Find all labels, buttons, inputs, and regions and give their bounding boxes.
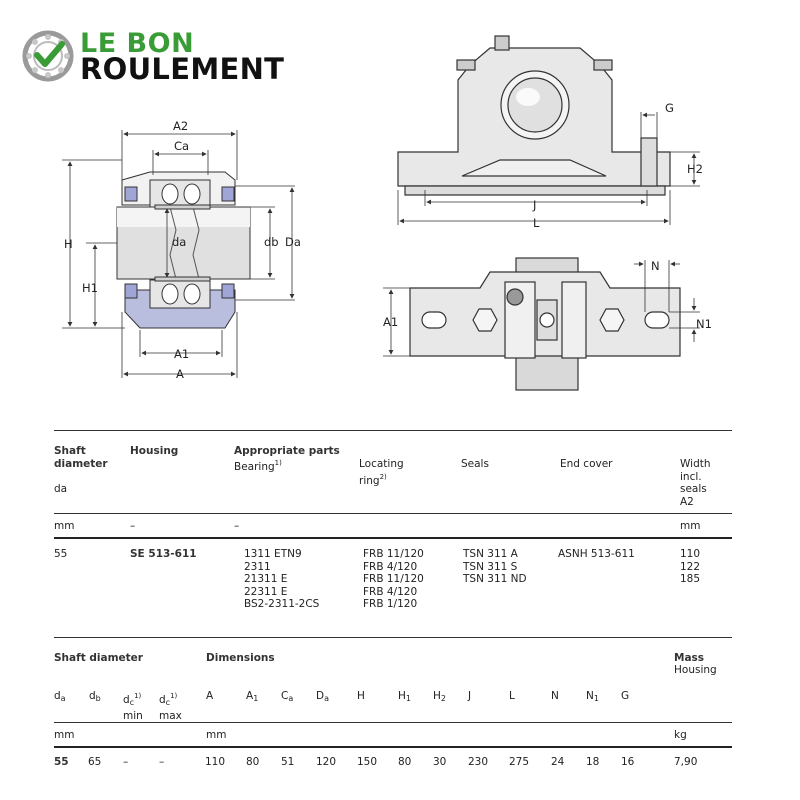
t2-val-N1: 18 <box>586 756 600 768</box>
t1-row-rings: FRB 11/120 FRB 4/120 FRB 11/120 FRB 4/120 FRB 1/120 <box>363 548 424 610</box>
table1-units-rule <box>54 537 732 539</box>
t2-col-G: G <box>621 690 630 702</box>
t1-header-seals: Seals <box>461 458 489 470</box>
t2-val-dc-max: – <box>159 756 165 768</box>
t2-val-N: 24 <box>551 756 565 768</box>
t2-val-A1: 80 <box>246 756 260 768</box>
t2-col-N1: $N_1$ <box>586 690 599 703</box>
t2-col-H2: $H_2$ <box>433 690 446 703</box>
t2-col-L: L <box>509 690 515 702</box>
label-Ca: Ca <box>174 139 190 153</box>
t2-col-H1: $H_1$ <box>398 690 411 703</box>
label-Da: Da <box>285 235 301 249</box>
t2-col-H: H <box>357 690 365 702</box>
t2-val-L: 275 <box>509 756 530 768</box>
table2-units-rule <box>54 746 732 748</box>
t2-col-N: N <box>551 690 559 702</box>
t2-val-da: 55 <box>54 756 69 768</box>
t1-row-bearings: 1311 ETN9 2311 21311 E 22311 E BS2-2311-2CS <box>244 548 320 610</box>
t2-group-dims: Dimensions <box>206 652 275 664</box>
t1-header-shaft: Shaft diameter <box>54 445 108 470</box>
t1-header-ring: Locating ring$^{2)}$ <box>359 458 404 487</box>
label-A1: A1 <box>174 347 190 361</box>
t1-unit-housing: – <box>130 520 136 532</box>
t2-col-A: A <box>206 690 214 702</box>
t2-col-dc-min: $d_c^{1)}$ min <box>123 692 143 722</box>
t2-unit-shaft: mm <box>54 729 75 741</box>
front-view <box>398 36 670 195</box>
t2-val-G: 16 <box>621 756 635 768</box>
brand-line1: LE BON <box>80 28 195 59</box>
label-H: H <box>64 237 73 251</box>
t1-row-endcover: ASNH 513-611 <box>558 548 635 560</box>
t2-col-A1: $A_1$ <box>246 690 259 703</box>
t1-header-parts: Appropriate parts <box>234 445 340 457</box>
t2-val-Da: 120 <box>316 756 337 768</box>
label-A1-plan: A1 <box>383 315 399 329</box>
label-A2: A2 <box>173 119 189 133</box>
t2-group-mass-sub: Housing <box>674 664 717 676</box>
label-da: da <box>172 235 187 249</box>
t2-val-Ca: 51 <box>281 756 295 768</box>
t2-group-mass: Mass <box>674 652 705 664</box>
t2-val-mass: 7,90 <box>674 756 698 768</box>
label-N1: N1 <box>696 317 712 331</box>
t1-header-bearing: Bearing$^{1)}$ <box>234 459 282 473</box>
section-view <box>117 172 250 328</box>
t2-col-Da: $D_a$ <box>316 690 329 703</box>
t1-unit-width: mm <box>680 520 701 532</box>
table2-top-rule <box>54 637 732 638</box>
t2-val-J: 230 <box>468 756 489 768</box>
label-J: J <box>533 198 537 212</box>
t2-val-H1: 80 <box>398 756 412 768</box>
brand-line2: ROULEMENT <box>80 52 285 86</box>
t1-unit-parts: – <box>234 520 240 532</box>
t1-header-endcover: End cover <box>560 458 613 470</box>
table1-header-rule <box>54 513 732 514</box>
t2-unit-dims: mm <box>206 729 227 741</box>
t2-col-Ca: $C_a$ <box>281 690 294 703</box>
t2-col-dc-max: $d_c^{1)}$ max <box>159 692 182 722</box>
t1-row-housing: SE 513-611 <box>130 548 197 560</box>
label-G: G <box>665 101 674 115</box>
label-H2: H2 <box>687 162 703 176</box>
t2-val-H2: 30 <box>433 756 447 768</box>
t2-val-A: 110 <box>205 756 226 768</box>
t1-unit-shaft: mm <box>54 520 75 532</box>
t2-val-dc-min: – <box>123 756 129 768</box>
t2-unit-mass: kg <box>674 729 687 741</box>
label-H1: H1 <box>82 281 98 295</box>
label-db: db <box>264 235 279 249</box>
t1-row-shaft: 55 <box>54 548 68 560</box>
t2-group-shaft: Shaft diameter <box>54 652 143 664</box>
t1-header-width-sym: A2 <box>680 496 694 508</box>
t1-header-width: Width incl. seals <box>680 458 711 495</box>
t2-col-da: $d_a$ <box>54 690 66 703</box>
t2-val-H: 150 <box>357 756 378 768</box>
t1-header-shaft-sym: da <box>54 483 68 495</box>
t2-col-db: $d_b$ <box>89 690 101 703</box>
label-N: N <box>651 259 660 273</box>
t2-val-db: 65 <box>88 756 102 768</box>
t1-row-widths: 110 122 185 <box>680 548 701 585</box>
table1-top-rule <box>54 430 732 431</box>
table2-header-rule <box>54 722 732 723</box>
t1-header-housing: Housing <box>130 445 179 457</box>
t1-row-seals: TSN 311 A TSN 311 S TSN 311 ND <box>463 548 527 585</box>
label-L: L <box>533 216 540 230</box>
t2-col-J: J <box>468 690 472 702</box>
label-A: A <box>176 367 184 381</box>
top-view <box>410 258 680 390</box>
